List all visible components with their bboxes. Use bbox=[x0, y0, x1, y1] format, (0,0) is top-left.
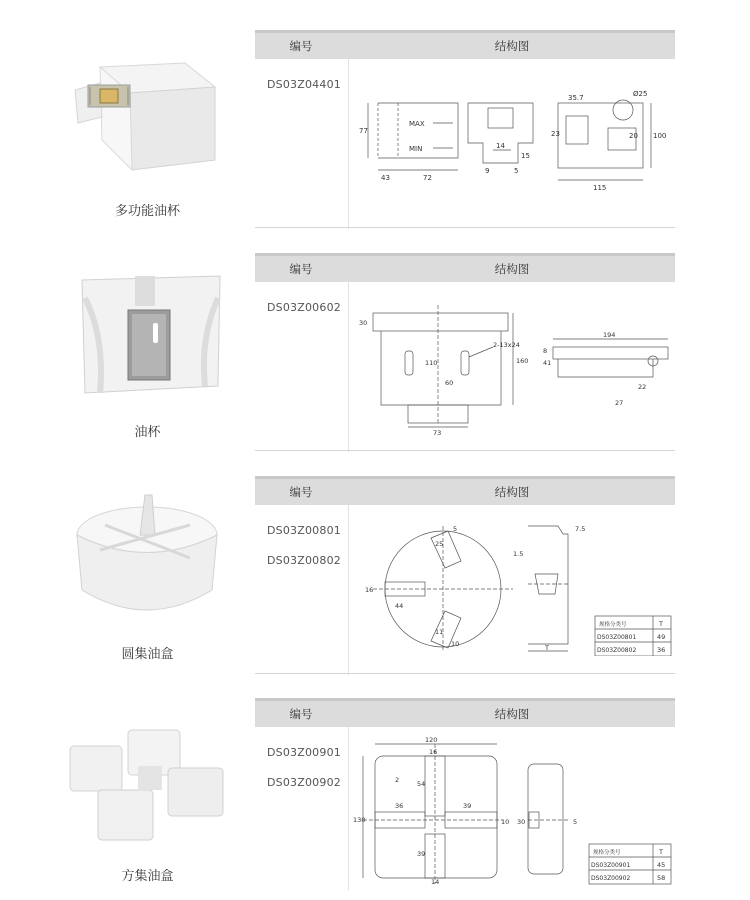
row-divider bbox=[255, 450, 675, 451]
dim-23: 23 bbox=[551, 130, 560, 138]
column-divider bbox=[348, 59, 349, 229]
dim-60: 60 bbox=[445, 379, 454, 387]
dim-15: 15 bbox=[521, 152, 530, 160]
dim-dia-25: Ø25 bbox=[633, 90, 648, 98]
header-structure: 结构图 bbox=[494, 485, 530, 499]
spec-header-class: 规格分类号 bbox=[593, 850, 621, 856]
dim-8: 8 bbox=[543, 347, 548, 355]
table-header bbox=[255, 30, 675, 59]
dim-20: 20 bbox=[629, 132, 638, 140]
dim-22: 22 bbox=[638, 383, 647, 391]
product-code: DS03Z00902 bbox=[267, 776, 341, 789]
structure-drawing bbox=[353, 734, 673, 890]
dim-T: T bbox=[545, 644, 549, 652]
header-structure: 结构图 bbox=[494, 707, 530, 721]
dim-43: 43 bbox=[381, 174, 390, 182]
product-code: DS03Z00801 bbox=[267, 524, 341, 537]
label-max: MAX bbox=[409, 120, 425, 128]
dim-16: 16 bbox=[365, 586, 374, 594]
table-header bbox=[255, 698, 675, 727]
structure-drawing bbox=[353, 516, 673, 660]
spec-row-T: 36 bbox=[657, 646, 666, 654]
dim-36: 36 bbox=[395, 802, 404, 810]
product-photo bbox=[60, 268, 235, 408]
product-photo bbox=[60, 718, 235, 858]
dim-44: 44 bbox=[395, 602, 404, 610]
label-min: MIN bbox=[409, 145, 423, 153]
dim-54: 54 bbox=[417, 780, 426, 788]
structure-drawing bbox=[353, 88, 673, 212]
header-code: 编号 bbox=[289, 707, 313, 721]
dim-110: 110 bbox=[425, 359, 438, 367]
spec-table bbox=[255, 253, 675, 453]
spec-table bbox=[255, 30, 675, 230]
product-name: 油杯 bbox=[134, 425, 161, 440]
product-code: DS03Z00802 bbox=[267, 554, 341, 567]
dim-7-5: 7.5 bbox=[575, 525, 586, 533]
product-name: 圆集油盒 bbox=[121, 647, 174, 662]
dim-10: 10 bbox=[501, 818, 510, 826]
dim-194: 194 bbox=[603, 331, 616, 339]
spec-row-code: DS03Z00802 bbox=[597, 647, 637, 654]
header-code: 编号 bbox=[289, 262, 313, 276]
product-name: 多功能油杯 bbox=[114, 204, 180, 219]
dim-73: 73 bbox=[433, 429, 442, 435]
dim-30: 30 bbox=[359, 319, 368, 327]
dim-9: 9 bbox=[485, 167, 490, 175]
product-photo bbox=[60, 45, 235, 185]
spec-row-T: 58 bbox=[657, 874, 666, 882]
header-code: 编号 bbox=[289, 39, 313, 53]
dim-120: 120 bbox=[425, 736, 438, 744]
product-code: DS03Z00901 bbox=[267, 746, 341, 759]
dim-115: 115 bbox=[593, 184, 607, 192]
dim-2: 2 bbox=[395, 776, 400, 784]
product-code: DS03Z04401 bbox=[267, 78, 341, 91]
header-structure: 结构图 bbox=[494, 262, 530, 276]
dim-30: 30 bbox=[517, 818, 526, 826]
column-divider bbox=[348, 282, 349, 452]
header-structure: 结构图 bbox=[494, 39, 530, 53]
spec-table bbox=[255, 698, 675, 890]
column-divider bbox=[348, 505, 349, 675]
product-name: 方集油盒 bbox=[121, 869, 174, 884]
spec-table bbox=[255, 476, 675, 676]
spec-header-class: 规格分类号 bbox=[599, 622, 627, 628]
dim-height: 77 bbox=[359, 127, 368, 135]
dim-27: 27 bbox=[615, 399, 624, 407]
spec-row-code: DS03Z00801 bbox=[597, 634, 637, 641]
dim-10: 10 bbox=[451, 640, 460, 648]
table-header bbox=[255, 476, 675, 505]
dim-11: 11 bbox=[435, 628, 444, 636]
dim-25: 25 bbox=[435, 540, 444, 548]
dim-5: 5 bbox=[453, 525, 458, 533]
product-code: DS03Z00602 bbox=[267, 301, 341, 314]
dim-35-7: 35.7 bbox=[568, 94, 584, 102]
dim-5: 5 bbox=[573, 818, 578, 826]
dim-hole: 2-13x24 bbox=[493, 341, 520, 349]
dim-72: 72 bbox=[423, 174, 432, 182]
dim-16: 16 bbox=[429, 748, 438, 756]
dim-14: 14 bbox=[431, 878, 440, 886]
spec-row-T: 49 bbox=[657, 633, 666, 641]
table-header bbox=[255, 253, 675, 282]
column-divider bbox=[348, 727, 349, 890]
spec-row-T: 45 bbox=[657, 861, 666, 869]
dim-130: 130 bbox=[353, 816, 366, 824]
dim-100: 100 bbox=[653, 132, 667, 140]
dim-1-5: 1.5 bbox=[513, 550, 524, 558]
dim-14: 14 bbox=[496, 142, 505, 150]
spec-header-T: T bbox=[659, 620, 663, 628]
row-divider bbox=[255, 673, 675, 674]
header-code: 编号 bbox=[289, 485, 313, 499]
spec-header-T: T bbox=[659, 848, 663, 856]
product-photo bbox=[60, 490, 235, 630]
row-divider bbox=[255, 227, 675, 228]
spec-row-code: DS03Z00901 bbox=[591, 862, 631, 869]
structure-drawing bbox=[353, 295, 673, 439]
dim-39: 39 bbox=[463, 802, 472, 810]
dim-5: 5 bbox=[514, 167, 519, 175]
dim-160: 160 bbox=[516, 357, 529, 365]
dim-41: 41 bbox=[543, 359, 552, 367]
spec-row-code: DS03Z00902 bbox=[591, 875, 631, 882]
dim-39b: 39 bbox=[417, 850, 426, 858]
